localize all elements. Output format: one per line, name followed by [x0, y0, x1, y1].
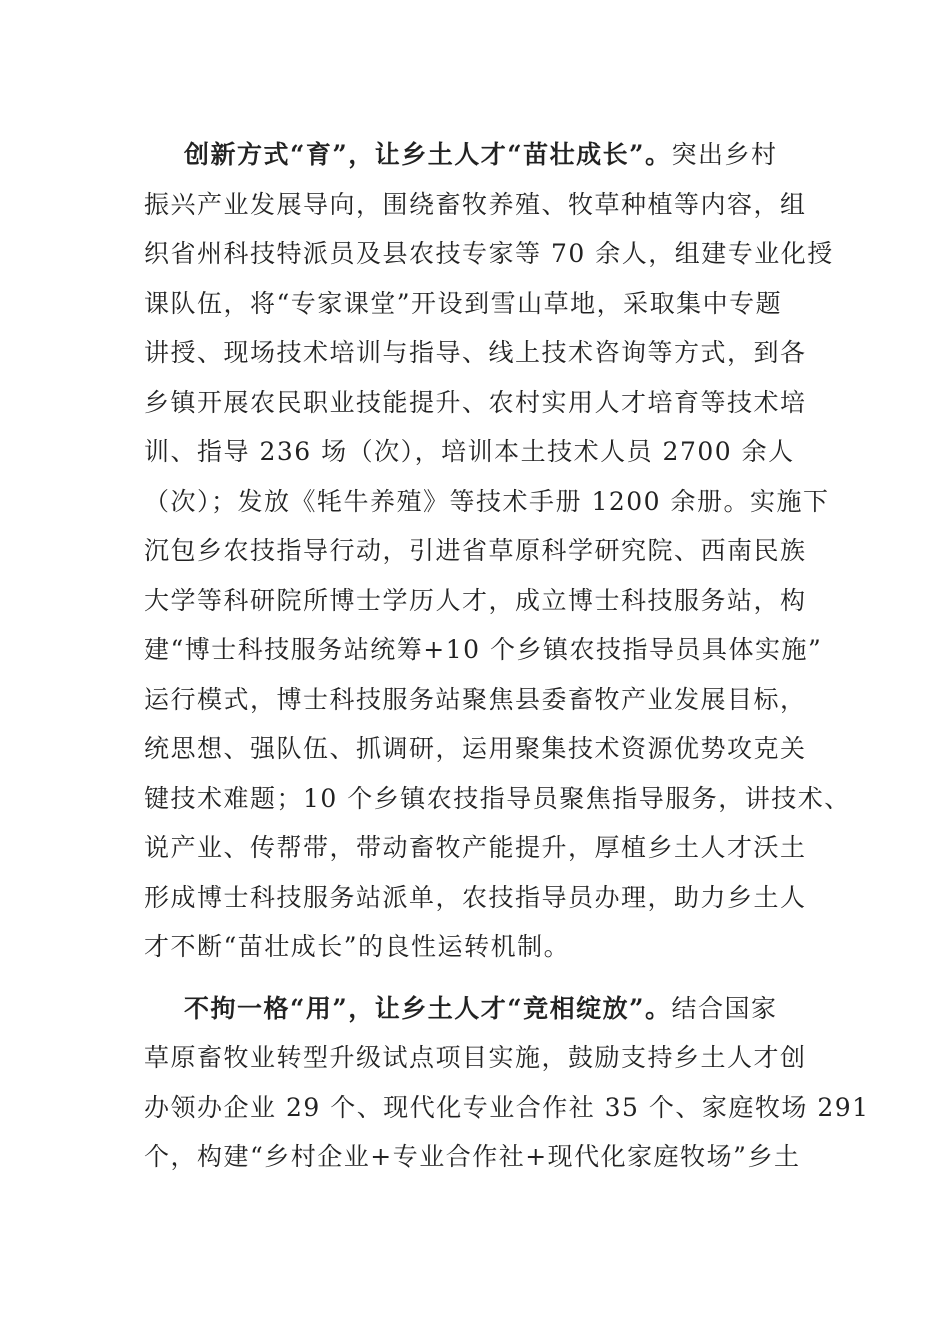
paragraph-line: 振兴产业发展导向，围绕畜牧养殖、牧草种植等内容，组 — [144, 189, 807, 219]
paragraph-line: 统思想、强队伍、抓调研，运用聚集技术资源优势攻克关 — [144, 734, 807, 763]
paragraph-line: 织省州科技特派员及县农技专家等 70 余人，组建专业化授 — [144, 239, 834, 268]
paragraph-line: 草原畜牧业转型升级试点项目实施，鼓励支持乡土人才创 — [144, 1043, 807, 1072]
paragraph-heading: 创新方式“育”，让乡土人才“苗壮成长”。 — [184, 140, 672, 169]
paragraph-line: 训、指导 236 场（次），培训本土技术人员 2700 余人 — [144, 437, 795, 466]
paragraph-line: 沉包乡农技指导行动，引进省草原科学研究院、西南民族 — [144, 536, 807, 565]
paragraph-employ — [144, 984, 870, 1182]
paragraph-line: 说产业、传帮带，带动畜牧产能提升，厚植乡土人才沃土 — [144, 833, 807, 862]
paragraph-first-line — [144, 984, 820, 1034]
paragraph-line: 才不断“苗壮成长”的良性运转机制。 — [144, 932, 571, 961]
paragraph-cultivate — [144, 130, 851, 972]
paragraph-text: 突出乡村 — [671, 140, 778, 169]
paragraph-text: 结合国家 — [671, 993, 778, 1023]
paragraph-line: 运行模式，博士科技服务站聚焦县委畜牧产业发展目标， — [144, 684, 807, 714]
paragraph-line: 键技术难题；10 个乡镇农技指导员聚焦指导服务，讲技术、 — [144, 783, 851, 813]
paragraph-line: 形成博士科技服务站派单，农技指导员办理，助力乡土人 — [144, 882, 807, 912]
paragraph-line: 个，构建“乡村企业+专业合作社+现代化家庭牧场”乡土 — [144, 1142, 801, 1171]
paragraph-line: 大学等科研院所博士学历人才，成立博士科技服务站，构 — [144, 585, 807, 615]
paragraph-first-line — [144, 130, 820, 180]
paragraph-line: 建“博士科技服务站统筹+10 个乡镇农技指导员具体实施” — [144, 635, 823, 664]
document-page — [144, 130, 870, 1182]
paragraph-heading: 不拘一格“用”，让乡土人才“竞相绽放”。 — [184, 993, 672, 1023]
paragraph-line: 办领办企业 29 个、现代化专业合作社 35 个、家庭牧场 291 — [144, 1092, 870, 1122]
paragraph-line: 讲授、现场技术培训与指导、线上技术咨询等方式，到各 — [144, 338, 807, 367]
paragraph-line: 课队伍，将“专家课堂”开设到雪山草地，采取集中专题 — [144, 288, 783, 318]
paragraph-line: 乡镇开展农民职业技能提升、农村实用人才培育等技术培 — [144, 387, 807, 417]
paragraph-line: （次）；发放《牦牛养殖》等技术手册 1200 余册。实施下 — [144, 486, 830, 516]
